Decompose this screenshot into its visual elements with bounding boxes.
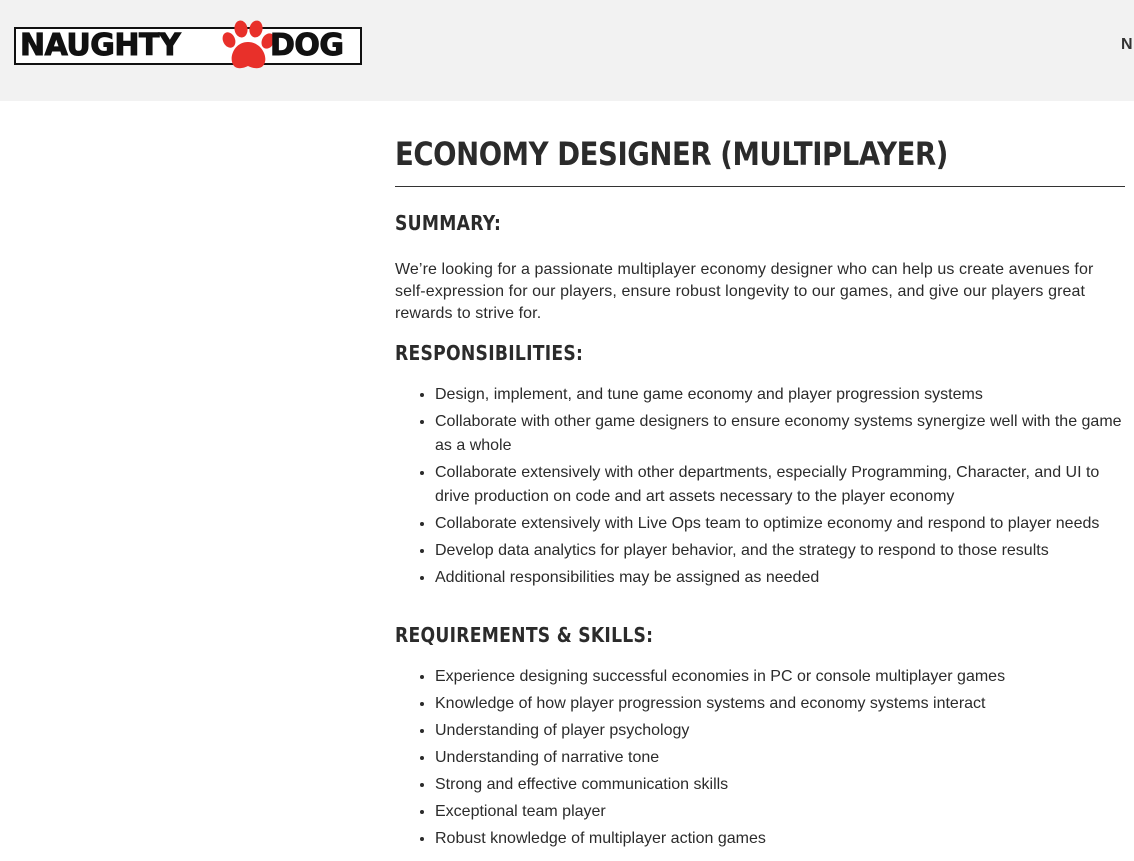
- page-title: ECONOMY DESIGNER (MULTIPLAYER): [395, 135, 948, 173]
- summary-heading: SUMMARY:: [395, 211, 502, 235]
- list-item: • Additional responsibilities may be assigned as needed: [435, 566, 1125, 590]
- list-item: • Develop data analytics for player behavior, and the strategy to respond to those results: [435, 539, 1125, 563]
- list-item: • Understanding of narrative tone: [435, 746, 1125, 770]
- list-item: • Understanding of player psychology: [435, 719, 1125, 743]
- list-item: • Design, implement, and tune game economy and player progression systems: [435, 383, 1125, 407]
- responsibilities-list: [395, 383, 1125, 593]
- logo-word-naughty: NAUGHTY: [20, 28, 181, 63]
- list-item: • Exceptional team player: [435, 800, 1125, 824]
- naughty-dog-logo[interactable]: [14, 20, 366, 72]
- list-item: • Strong and effective communication skills: [435, 773, 1125, 797]
- list-item: • Collaborate extensively with Live Ops team to optimize economy and respond to player needs: [435, 512, 1125, 536]
- nav-menu-item[interactable]: N: [1121, 36, 1133, 53]
- requirements-list: [395, 665, 1125, 854]
- summary-text: We’re looking for a passionate multiplayer economy designer who can help us create avenues for self-expression for our players, ensure robust longevity to our games, and give our players great rewards to strive for.: [395, 261, 1094, 322]
- list-item: • Collaborate extensively with other departments, especially Programming, Character, and UI to drive production on code and art assets necessary to the player economy: [435, 461, 1125, 509]
- list-item: • Collaborate with other game designers to ensure economy systems synergize well with the game as a whole: [435, 410, 1125, 458]
- site-header: [0, 0, 1134, 101]
- list-item: • Robust knowledge of multiplayer action games: [435, 827, 1125, 851]
- list-item: • Knowledge of how player progression systems and economy systems interact: [435, 692, 1125, 716]
- title-divider: [395, 186, 1125, 187]
- requirements-heading: REQUIREMENTS & SKILLS:: [395, 623, 654, 647]
- list-item: • Experience designing successful economies in PC or console multiplayer games: [435, 665, 1125, 689]
- responsibilities-heading: RESPONSIBILITIES:: [395, 341, 584, 365]
- logo-word-dog: DOG: [270, 28, 344, 63]
